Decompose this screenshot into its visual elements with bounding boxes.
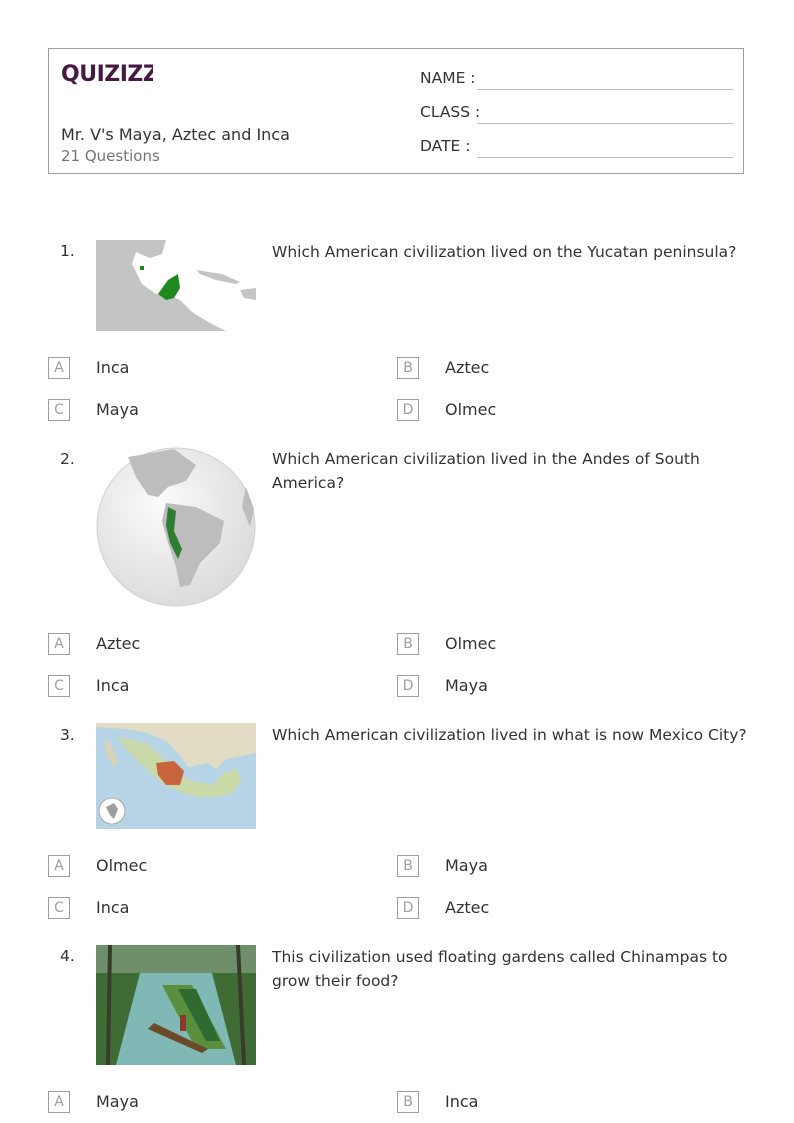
option-text[interactable]: Inca — [96, 358, 130, 377]
name-label: NAME : — [420, 69, 476, 87]
option-text[interactable]: Maya — [96, 1092, 139, 1111]
quizizz-logo — [61, 57, 153, 91]
date-line[interactable] — [477, 157, 733, 158]
option-letter[interactable]: C — [48, 675, 70, 697]
svg-text:QUIZIZZ: QUIZIZZ — [61, 62, 153, 87]
option-text[interactable]: Inca — [445, 1092, 479, 1111]
option-text[interactable]: Maya — [445, 856, 488, 875]
option-letter[interactable]: D — [397, 399, 419, 421]
option-text[interactable]: Olmec — [96, 856, 148, 875]
question-number: 1. — [60, 242, 75, 260]
question-number: 3. — [60, 726, 75, 744]
option-letter[interactable]: A — [48, 1091, 70, 1113]
option-text[interactable]: Aztec — [96, 634, 141, 653]
question-text: Which American civilization lived on the Yucatan peninsula? — [272, 243, 737, 261]
question-number: 4. — [60, 947, 75, 965]
option-text[interactable]: Aztec — [445, 358, 490, 377]
option-letter[interactable]: D — [397, 675, 419, 697]
option-text[interactable]: Olmec — [445, 634, 497, 653]
name-line[interactable] — [477, 89, 733, 90]
option-letter[interactable]: A — [48, 357, 70, 379]
option-text[interactable]: Maya — [96, 400, 139, 419]
class-label: CLASS : — [420, 103, 481, 121]
option-letter[interactable]: A — [48, 855, 70, 877]
question-count: 21 Questions — [61, 147, 160, 165]
class-line[interactable] — [477, 123, 733, 124]
option-text[interactable]: Maya — [445, 676, 488, 695]
question-text: Which American civilization lived in the Andes of South America? — [272, 450, 700, 492]
worksheet-title: Mr. V's Maya, Aztec and Inca — [61, 125, 290, 144]
map-mexico-icon — [96, 723, 256, 829]
question-text: This civilization used floating gardens called Chinampas to grow their food? — [272, 948, 728, 990]
option-text[interactable]: Inca — [96, 898, 130, 917]
option-letter[interactable]: B — [397, 1091, 419, 1113]
globe-south-america-icon — [96, 447, 256, 607]
option-letter[interactable]: B — [397, 357, 419, 379]
option-letter[interactable]: C — [48, 897, 70, 919]
option-text[interactable]: Aztec — [445, 898, 490, 917]
option-letter[interactable]: C — [48, 399, 70, 421]
question-number: 2. — [60, 450, 75, 468]
option-text[interactable]: Inca — [96, 676, 130, 695]
option-letter[interactable]: B — [397, 633, 419, 655]
option-letter[interactable]: A — [48, 633, 70, 655]
option-text[interactable]: Olmec — [445, 400, 497, 419]
date-label: DATE : — [420, 137, 471, 155]
worksheet-header — [48, 48, 744, 174]
map-central-america-icon — [96, 240, 256, 331]
chinampas-photo — [96, 945, 256, 1065]
option-letter[interactable]: B — [397, 855, 419, 877]
option-letter[interactable]: D — [397, 897, 419, 919]
question-text: Which American civilization lived in what is now Mexico City? — [272, 726, 747, 744]
